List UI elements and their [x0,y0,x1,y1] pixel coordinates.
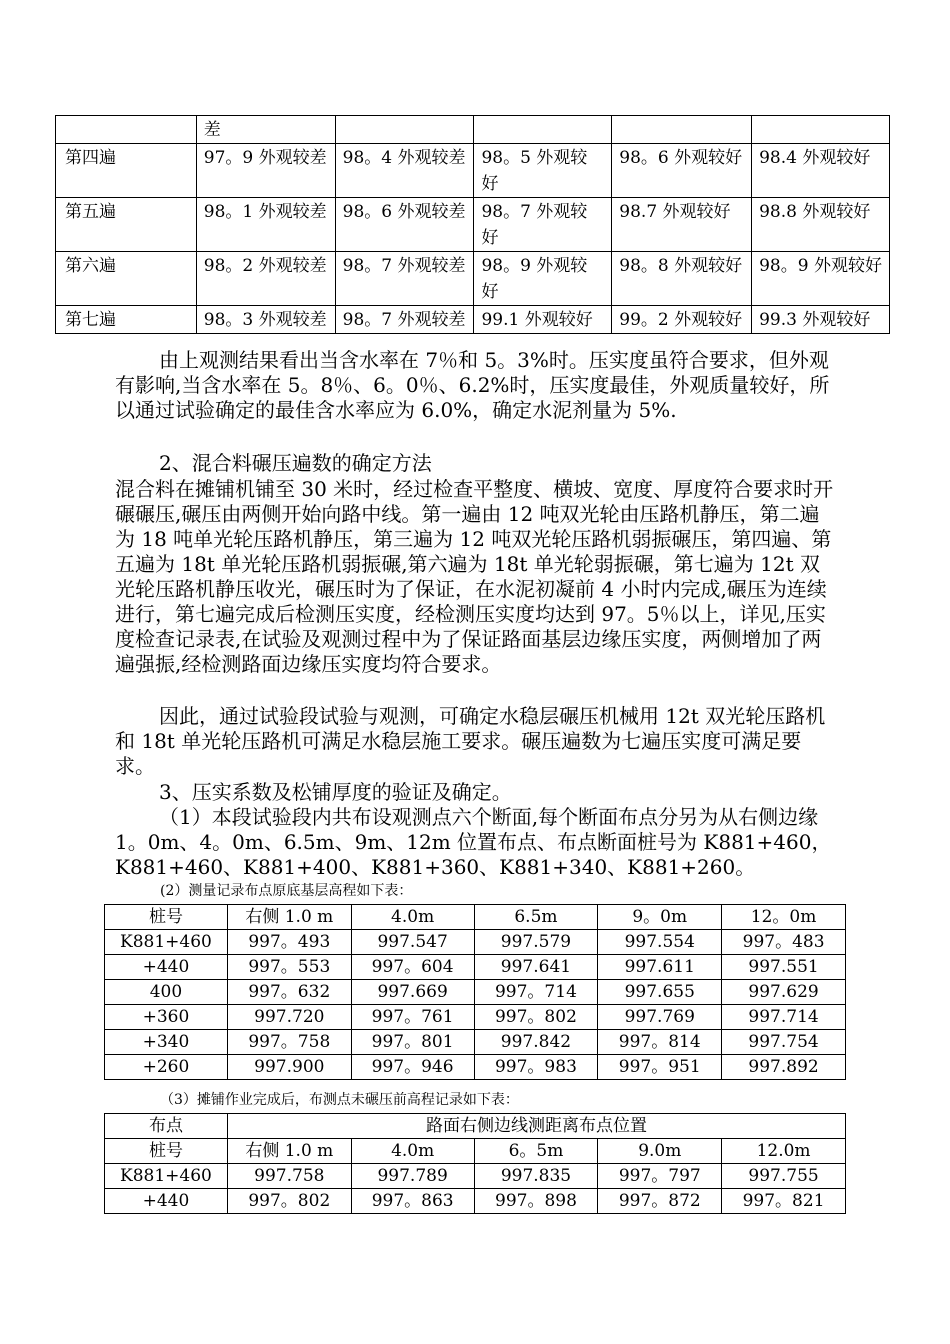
table-cell: 997。604 [351,955,474,980]
table-cell: 98.4 外观较好 [752,144,890,198]
table-cell: 差 [196,116,335,144]
table-row [56,252,890,306]
table-cell: +440 [105,955,228,980]
table-cell: 98。8 外观较好 [612,252,752,306]
table-cell: K881+460 [105,1164,228,1189]
table-cell: 997。632 [227,980,351,1005]
column-header: 12。0m [722,905,846,930]
table-cell: 98。6 外观较好 [612,144,752,198]
table-cell: 997。493 [227,930,351,955]
table-cell: 997.892 [722,1055,846,1080]
base-elevation-table [104,904,846,1080]
table-cell: 99.1 外观较好 [474,306,612,334]
table-cell: 997。758 [227,1030,351,1055]
table-cell: 98.8 外观较好 [752,198,890,252]
table-cell: +260 [105,1055,228,1080]
table-cell: 997。553 [227,955,351,980]
paragraph-conclusion: 因此，通过试验段试验与观测，可确定水稳层碾压机械用 12t 双光轮压路机和 18t 单光轮压路机可满足水稳层施工要求。碾压遍数为七遍压实度可满足要求。 [115,704,826,778]
table-cell: 997.754 [722,1030,846,1055]
table-cell: 997。814 [598,1030,722,1055]
column-header: 4.0m [351,905,474,930]
table-cell: 997。898 [474,1189,598,1214]
table-cell: 997。802 [227,1189,351,1214]
table-caption-base-elevation: (2）测量记录布点原底基层高程如下表： [160,883,413,899]
section-heading-rolling-passes: 2、混合料碾压遍数的确定方法 [159,451,432,475]
column-header: 右侧 1.0 m [227,1139,351,1164]
table-cell: 98。9 外观较好 [474,252,612,306]
column-header: 6。5m [474,1139,598,1164]
table-cell [612,116,752,144]
compaction-results-table [55,115,890,334]
table-caption-paving-elevation: （3）摊铺作业完成后，布测点未碾压前高程记录如下表： [160,1092,519,1108]
table-row [105,930,846,955]
table-row [105,980,846,1005]
table-cell: 997。483 [722,930,846,955]
table-cell: 997.755 [722,1164,846,1189]
span-header: 路面右侧边线测距离布点位置 [227,1114,845,1139]
row-label: 第七遍 [56,306,197,334]
table-cell: 997.720 [227,1005,351,1030]
table-cell: 98。7 外观较差 [335,306,474,334]
table-cell: 997.547 [351,930,474,955]
table-row [56,306,890,334]
table-row [105,1030,846,1055]
row-label [56,116,197,144]
row-header: 布点 [105,1114,228,1139]
table-cell: 997。946 [351,1055,474,1080]
table-cell [474,116,612,144]
table-cell: 997.714 [722,1005,846,1030]
table-cell [752,116,890,144]
table-cell: 98。5 外观较好 [474,144,612,198]
table-cell: 997。797 [598,1164,722,1189]
table-cell: 997.769 [598,1005,722,1030]
table-cell: 97。9 外观较差 [196,144,335,198]
table-cell: 997.835 [474,1164,598,1189]
table-header-row [105,1114,846,1139]
table-cell: +340 [105,1030,228,1055]
table-header-row [105,1139,846,1164]
table-cell: 98。2 外观较差 [196,252,335,306]
table-row [105,1189,846,1214]
row-label: 第四遍 [56,144,197,198]
table-cell: 997.579 [474,930,598,955]
table-cell: 997.554 [598,930,722,955]
table-cell: 997.789 [351,1164,474,1189]
table-cell: 98。7 外观较好 [474,198,612,252]
table-cell: 997.611 [598,955,722,980]
paragraph-moisture-result: 由上观测结果看出当含水率在 7％和 5。3%时。压实度虽符合要求，但外观有影响,当含水率在 5。8％、6。0％、6.2%时，压实度最佳，外观质量较好，所以通过试验确定的最佳含水率应为 6.0%，确定水泥剂量为 5%. [115,348,830,422]
row-label: 第五遍 [56,198,197,252]
table-row [105,955,846,980]
table-cell: 997.900 [227,1055,351,1080]
table-row [56,116,890,144]
table-cell: 997。801 [351,1030,474,1055]
column-header: 6.5m [474,905,598,930]
table-cell: K881+460 [105,930,228,955]
table-cell: 997。983 [474,1055,598,1080]
table-cell: 997。761 [351,1005,474,1030]
table-cell: 997.669 [351,980,474,1005]
row-label: 第六遍 [56,252,197,306]
table-row [105,1055,846,1080]
column-header: 右侧 1.0 m [227,905,351,930]
table-cell [335,116,474,144]
table-cell: 98。7 外观较差 [335,252,474,306]
column-header: 12.0m [722,1139,846,1164]
table-cell: 997.629 [722,980,846,1005]
paragraph-rolling-method: 混合料在摊铺机铺至 30 米时，经过检查平整度、横坡、宽度、厚度符合要求时开碾碾压,碾压由两侧开始向路中线。第一遍由 12 吨双光轮由压路机静压，第二遍为 18 吨单光轮压路机静压，第三遍为 12 吨双光轮压路机弱振碾压，第四遍、第五遍为 18t 单光轮压路机弱振碾,第六遍为 18t 单光轮弱振碾，第七遍为 12t 双光轮压路机静压收光，碾压时为了保证，在水泥初凝前 4 小时内完成,碾压为连续进行，第七遍完成后检测压实度，经检测压实度均达到 97。5％以上，详见,压实度检查记录表,在试验及观测过程中为了保证路面基层边缘压实度，两侧增加了两遍强振,经检测路面边缘压实度均符合要求。 [115,477,834,676]
table-cell: 98。6 外观较差 [335,198,474,252]
table-cell: 997.655 [598,980,722,1005]
table-header-row [105,905,846,930]
table-cell: 997.641 [474,955,598,980]
column-header: 9.0m [598,1139,722,1164]
table-cell: 99.3 外观较好 [752,306,890,334]
table-cell: 997。872 [598,1189,722,1214]
table-cell: 98。9 外观较好 [752,252,890,306]
table-cell: 98。3 外观较差 [196,306,335,334]
table-cell: 98.7 外观较好 [612,198,752,252]
table-cell: 98。4 外观较差 [335,144,474,198]
table-cell: 997。714 [474,980,598,1005]
table-cell: 997。821 [722,1189,846,1214]
table-cell: 997。951 [598,1055,722,1080]
table-row [56,198,890,252]
table-row [105,1164,846,1189]
table-cell: 997.758 [227,1164,351,1189]
table-row [56,144,890,198]
section-heading-compaction-coefficient: 3、压实系数及松铺厚度的验证及确定。 [159,780,512,804]
table-cell: 997。863 [351,1189,474,1214]
paving-elevation-table [104,1113,846,1214]
table-cell: +360 [105,1005,228,1030]
table-cell: 997。802 [474,1005,598,1030]
column-header: 桩号 [105,905,228,930]
table-cell: 99。2 外观较好 [612,306,752,334]
paragraph-observation-points: （1）本段试验段内共布设观测点六个断面,每个断面布点分另为从右侧边缘 1。0m、4。0m、6.5m、9m、12m 位置布点、布点断面桩号为 K881+460，K881+460、K881+400、K881+360、K881+340、K881+260。 [115,805,832,879]
table-row [105,1005,846,1030]
column-header: 4.0m [351,1139,474,1164]
column-header: 9。0m [598,905,722,930]
column-header: 桩号 [105,1139,228,1164]
table-cell: 997.551 [722,955,846,980]
table-cell: 98。1 外观较差 [196,198,335,252]
table-cell: 400 [105,980,228,1005]
table-cell: 997.842 [474,1030,598,1055]
table-cell: +440 [105,1189,228,1214]
